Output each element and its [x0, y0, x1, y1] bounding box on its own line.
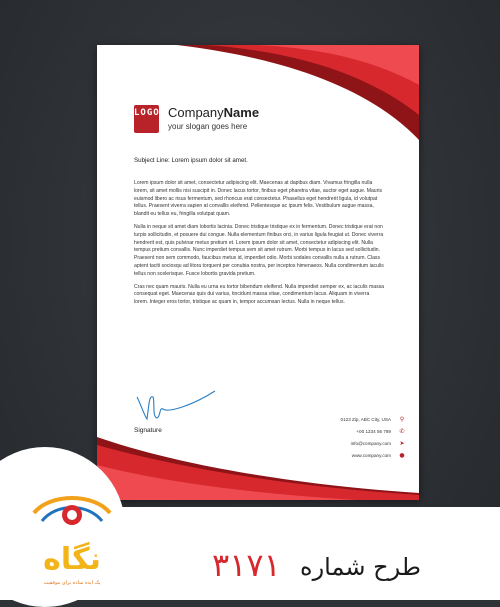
logo-text: LOGO [134, 108, 160, 118]
paragraph: Cras nec quam mauris. Nulla eu urna eu tortor bibendum eleifend. Nulla imperdiet semper ex, ac iaculis massa consequat eget. Maecenas quis dui varius, tincidunt massa vitae, condimentum lacus. Aliquam in viverra lorem. Integer eros tortor, tristique ac quam in, tempor accumsan lectus. Nulla in neque tellus. [134, 283, 384, 306]
letter-body [134, 180, 384, 312]
design-title: طرح شماره [300, 553, 421, 581]
paragraph: Lorem ipsum dolor sit amet, consectetur adipiscing elit. Maecenas at dapibus diam. Vivamus fringilla nulla lorem, sit amet mollis nisi suscipit in. Donec lacus tortor, finibus eget pharetra vitae, auctor eget augue. Mauris euismod libero ac risus fermentum, sed rhoncus erat consectetur. Phasellus eget hendrerit ligula, id volutpat tellus. Praesent viverra sapien at convallis eleifend. Pellentesque ac ipsum felis. Vestibulum augue massa, blandit eu tellus eu, fringilla volutpat quam. [134, 180, 383, 218]
contact-phone [297, 425, 407, 437]
company-slogan: your slogan goes here [168, 122, 248, 131]
company-name-regular: Company [168, 105, 224, 120]
website-text: www.company.com [351, 452, 391, 458]
company-name [168, 105, 259, 120]
phone-text: +00 1234 56 789 [356, 428, 391, 434]
contact-email [297, 437, 407, 449]
eye-pupil-inner [67, 510, 77, 520]
contact-address [297, 413, 407, 425]
email-text: info@company.com [350, 440, 391, 446]
design-number: ۳۱۷۱ [212, 546, 281, 584]
letterhead-paper [97, 45, 419, 500]
brand-tagline: یک ایده ساده برای موفقیت [43, 580, 101, 586]
eye-logo-icon [30, 487, 114, 537]
subject-line: Subject Line: Lorem ipsum dolor sit amet. [134, 157, 248, 164]
contact-block [297, 413, 407, 461]
address-text: 0123 Zip, ABC City, USA [340, 416, 391, 422]
phone-icon: ✆ [399, 427, 405, 435]
globe-icon: ● [399, 451, 405, 459]
logo-box [134, 105, 159, 133]
send-icon: ➤ [399, 439, 405, 447]
signature-scribble [137, 391, 215, 419]
company-name-bold: Name [223, 105, 260, 120]
contact-website [297, 449, 407, 461]
paragraph: Nulla in neque sit amet diam lobortis lacinia. Donec tristique tristique ex in fermentum. Donec tristique erat non turpis sollicitudin, et posuere dui congue. Nulla elementum finibus orci, in varius ligula feugiat ut. Donec viverra hendrerit est, quis pulvinar metus pretium et. Lorem ipsum dolor sit amet, consectetur adipiscing elit. Nulla tempus pretium convallis. Nunc imperdiet tempus sem sit amet rutrum. Morbi tempus in lacus sed sollicitudin. Praesent non sem commodo, faucibus metus id, imperdiet odio. Morbi sodales convallis nulla a rutrum. Class aptent taciti sociosqu ad litora torquent per conubia nostra, per inceptos himenaeos. Nulla condimentum iaculis tellus non scelerisque. Fusce lobortis gravida pretium. [134, 223, 384, 277]
brand-name: نگاه [43, 542, 101, 577]
location-pin-icon: ⚲ [399, 415, 405, 423]
signature-label: Signature [134, 427, 162, 434]
